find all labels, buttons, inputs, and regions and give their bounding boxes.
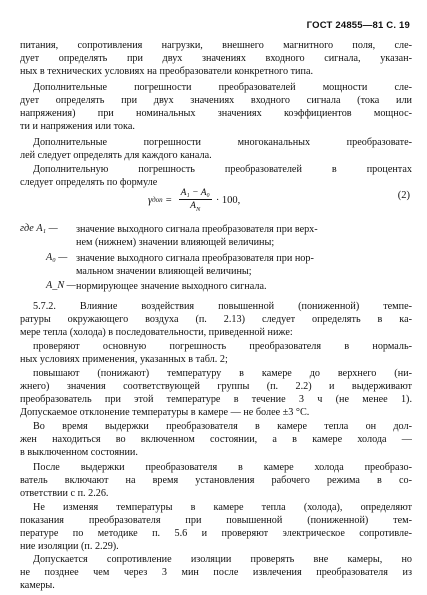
def-label-a1: где A₁ —	[20, 223, 58, 234]
text-line: следует определять по формуле	[20, 177, 158, 188]
text-line: Дополнительные погрешности многоканальных преобразовате-	[33, 137, 412, 148]
def-label-a0: A₀ —	[46, 252, 68, 263]
formula-denominator: A	[190, 201, 196, 211]
text-line: ватель включают на время установления рабочего режима в со-	[20, 475, 412, 486]
page-header: ГОСТ 24855—81 С. 19	[306, 20, 410, 31]
text-line: лей следует определять для каждого канала.	[20, 150, 212, 161]
def-text: значение выходного сигнала преобразователя при нор-	[76, 253, 314, 264]
formula-fraction	[179, 188, 212, 213]
text-line: ных условиях применения, указанных в табл. 2;	[20, 354, 228, 365]
text-line: преобразователь при этой температуре в течение 3 ч (не менее 1).	[20, 394, 412, 405]
text-line: показания преобразователя при повышенной (пониженной) тем-	[20, 515, 412, 526]
formula-numerator: A₁ − A₀	[180, 188, 210, 198]
text-line: 5.7.2. Влияние воздействия повышенной (пониженной) темпе-	[33, 301, 412, 312]
text-line: напряжения) при номинальных значениях коэффициентов мощнос-	[20, 108, 412, 119]
text-line: ответствии с п. 2.26.	[20, 488, 109, 499]
text-line: дует определять при двух значениях входного сигнала (тока или	[20, 95, 412, 106]
text-line: ние изоляции (п. 2.29).	[20, 541, 119, 552]
def-label-an: A_N —	[46, 280, 76, 291]
text-line: в выключенном состоянии.	[20, 447, 138, 458]
text-line: Во время выдержки преобразователя в камере тепла он дол-	[33, 421, 412, 432]
text-line: повышают (понижают) температуру в камере до верхнего (ни-	[33, 368, 412, 379]
text-line: питания, сопротивления нагрузки, внешнего магнитного поля, сле-	[20, 40, 412, 51]
text-line: пературе по методике п. 5.6 и проверяют электрическое сопротивле-	[20, 528, 412, 539]
text-line: дует определять при двух значениях входного сигнала, указан-	[20, 53, 412, 64]
formula-tail: · 100,	[215, 194, 241, 206]
text-line: Допускается сопротивление изоляции проверять вне камеры, но	[33, 554, 412, 565]
text-line: ратуры окружающего воздуха (п. 2.13) следует определять в ка-	[20, 314, 412, 325]
formula-eq: =	[165, 194, 172, 206]
text-line: камеры.	[20, 580, 55, 591]
text-line: проверяют основную погрешность преобразователя в нормаль-	[33, 341, 412, 352]
text-line: После выдержки преобразователя в камере холода преобразо-	[33, 462, 412, 473]
text-line: жен находиться во включенном состоянии, а в камере холода —	[20, 434, 412, 445]
def-text: нем (нижнем) значении влияющей величины;	[76, 237, 275, 248]
formula-number: (2)	[397, 190, 410, 201]
text-line: Дополнительные погрешности преобразователей мощности сле-	[33, 82, 412, 93]
text-line: не позднее чем через 3 мин после извлечения преобразователя из	[20, 567, 412, 578]
formula-denominator-sub: N	[195, 205, 201, 213]
formula-lhs: γ	[148, 194, 153, 206]
text-line: Не изменяя температуры в камере тепла (холода), определяют	[33, 502, 412, 513]
text-line: Допускаемое отклонение температуры в камере — не более ±3 °С.	[20, 407, 310, 418]
def-text: значение выходного сигнала преобразователя при верх-	[76, 224, 318, 235]
text-line: ти и напряжения или тока.	[20, 121, 135, 132]
text-line: Дополнительную погрешность преобразователей в процентах	[33, 164, 412, 175]
formula-2	[148, 188, 240, 213]
def-text: нормирующее значение выходного сигнала.	[76, 281, 267, 292]
text-line: мере тепла (холода) в последовательности, приведенной ниже:	[20, 327, 293, 338]
def-text: мальном значении влияющей величины;	[76, 266, 252, 277]
formula-lhs-sub: доп	[152, 196, 163, 205]
text-line: ных в технических условиях на преобразователи конкретного типа.	[20, 66, 314, 77]
text-line: жнего) значения соответствующей группы (п. 2.2) и выдерживают	[20, 381, 412, 392]
